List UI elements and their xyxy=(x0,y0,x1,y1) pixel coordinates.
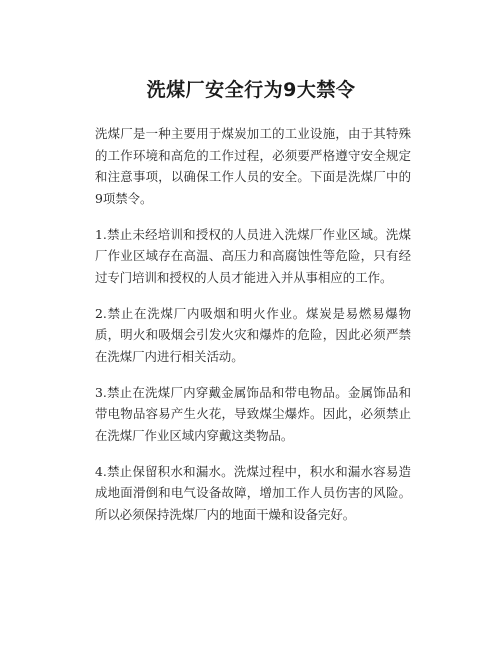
rule-paragraph-4: 4.禁止保留积水和漏水。洗煤过程中，积水和漏水容易造成地面滑倒和电气设备故障，增加工作人员伤害的风险。所以必须保持洗煤厂内的地面干燥和设备完好。 xyxy=(95,463,411,522)
rule-paragraph-2: 2.禁止在洗煤厂内吸烟和明火作业。煤炭是易燃易爆物质，明火和吸烟会引发火灾和爆炸的危险，因此必须严禁在洗煤厂内进行相关活动。 xyxy=(95,305,411,364)
rule-paragraph-1: 1.禁止未经培训和授权的人员进入洗煤厂作业区域。洗煤厂作业区域存在高温、高压力和高腐蚀性等危险，只有经过专门培训和授权的人员才能进入并从事相应的工作。 xyxy=(95,226,411,285)
document-title: 洗煤厂安全行为9大禁令 xyxy=(146,79,356,101)
document-body xyxy=(95,123,411,540)
intro-paragraph: 洗煤厂是一种主要用于煤炭加工的工业设施，由于其特殊的工作环境和高危的工作过程，必须要严格遵守安全规定和注意事项，以确保工作人员的安全。下面是洗煤厂中的9项禁令。 xyxy=(95,126,411,206)
rule-paragraph-3: 3.禁止在洗煤厂内穿戴金属饰品和带电物品。金属饰品和带电物品容易产生火花，导致煤尘爆炸。因此，必须禁止在洗煤厂作业区域内穿戴这类物品。 xyxy=(95,384,411,443)
